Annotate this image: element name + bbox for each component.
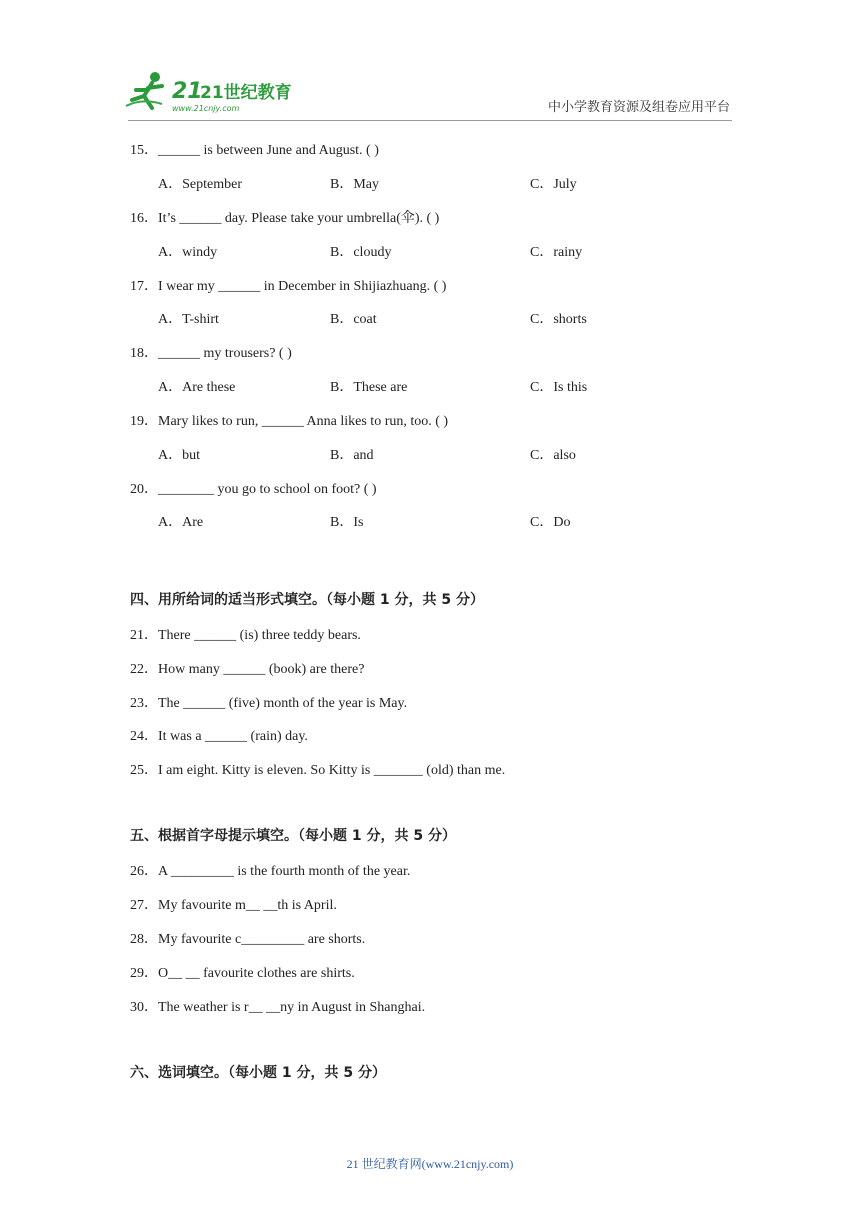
option-15-c: C．July — [530, 177, 577, 192]
question-22: 22．How many ______ (book) are there? — [130, 662, 365, 677]
option-15-a: A．September — [158, 177, 242, 192]
logo-url: www.21cnjy.com — [172, 104, 240, 113]
header-divider — [128, 120, 732, 121]
question-17: 17．I wear my ______ in December in Shijiazhuang. ( ) — [130, 279, 447, 294]
question-19: 19．Mary likes to run, ______ Anna likes to run, too. ( ) — [130, 414, 449, 429]
option-17-a: A．T-shirt — [158, 312, 219, 327]
option-17-b: B．coat — [330, 312, 377, 327]
option-18-a: A．Are these — [158, 380, 236, 395]
option-19-c: C．also — [530, 448, 576, 463]
logo-text: 21世纪教育 — [200, 83, 292, 103]
site-logo — [122, 68, 292, 116]
option-18-c: C．Is this — [530, 380, 588, 395]
question-21: 21．There ______ (is) three teddy bears. — [130, 628, 361, 643]
question-25: 25．I am eight. Kitty is eleven. So Kitty is _______ (old) than me. — [130, 763, 506, 778]
option-16-b: B．cloudy — [330, 245, 392, 260]
section-5-title: 五、根据首字母提示填空。（每小题 1 分，共 5 分） — [130, 828, 456, 844]
footer-text[interactable]: 21 世纪教育网(www.21cnjy.com) — [346, 1157, 514, 1171]
option-19-b: B．and — [330, 448, 374, 463]
question-15: 15．______ is between June and August. ( ) — [130, 143, 379, 158]
option-19-a: A．but — [158, 448, 200, 463]
option-20-c: C．Do — [530, 515, 571, 530]
question-24: 24．It was a ______ (rain) day. — [130, 729, 308, 744]
question-28: 28．My favourite c_________ are shorts. — [130, 932, 366, 947]
section-6-title: 六、选词填空。（每小题 1 分，共 5 分） — [130, 1065, 386, 1081]
question-16: 16．It’s ______ day. Please take your umbrella(伞). ( ) — [130, 211, 440, 226]
question-30: 30．The weather is r__ __ny in August in Shanghai. — [130, 1000, 426, 1015]
option-16-a: A．windy — [158, 245, 218, 260]
question-18: 18．______ my trousers? ( ) — [130, 346, 292, 361]
question-23: 23．The ______ (five) month of the year is May. — [130, 696, 408, 711]
question-26: 26．A _________ is the fourth month of the year. — [130, 864, 411, 879]
option-17-c: C．shorts — [530, 312, 587, 327]
svg-text:21: 21 — [172, 79, 203, 104]
question-29: 29．O__ __ favourite clothes are shirts. — [130, 966, 355, 981]
option-20-a: A．Are — [158, 515, 204, 530]
option-16-c: C．rainy — [530, 245, 583, 260]
option-15-b: B．May — [330, 177, 379, 192]
section-4-title: 四、用所给词的适当形式填空。（每小题 1 分，共 5 分） — [130, 592, 484, 608]
platform-name: 中小学教育资源及组卷应用平台 — [547, 100, 730, 115]
question-27: 27．My favourite m__ __th is April. — [130, 898, 337, 913]
option-20-b: B．Is — [330, 515, 364, 530]
option-18-b: B．These are — [330, 380, 408, 395]
question-20: 20．________ you go to school on foot? ( ) — [130, 482, 377, 497]
